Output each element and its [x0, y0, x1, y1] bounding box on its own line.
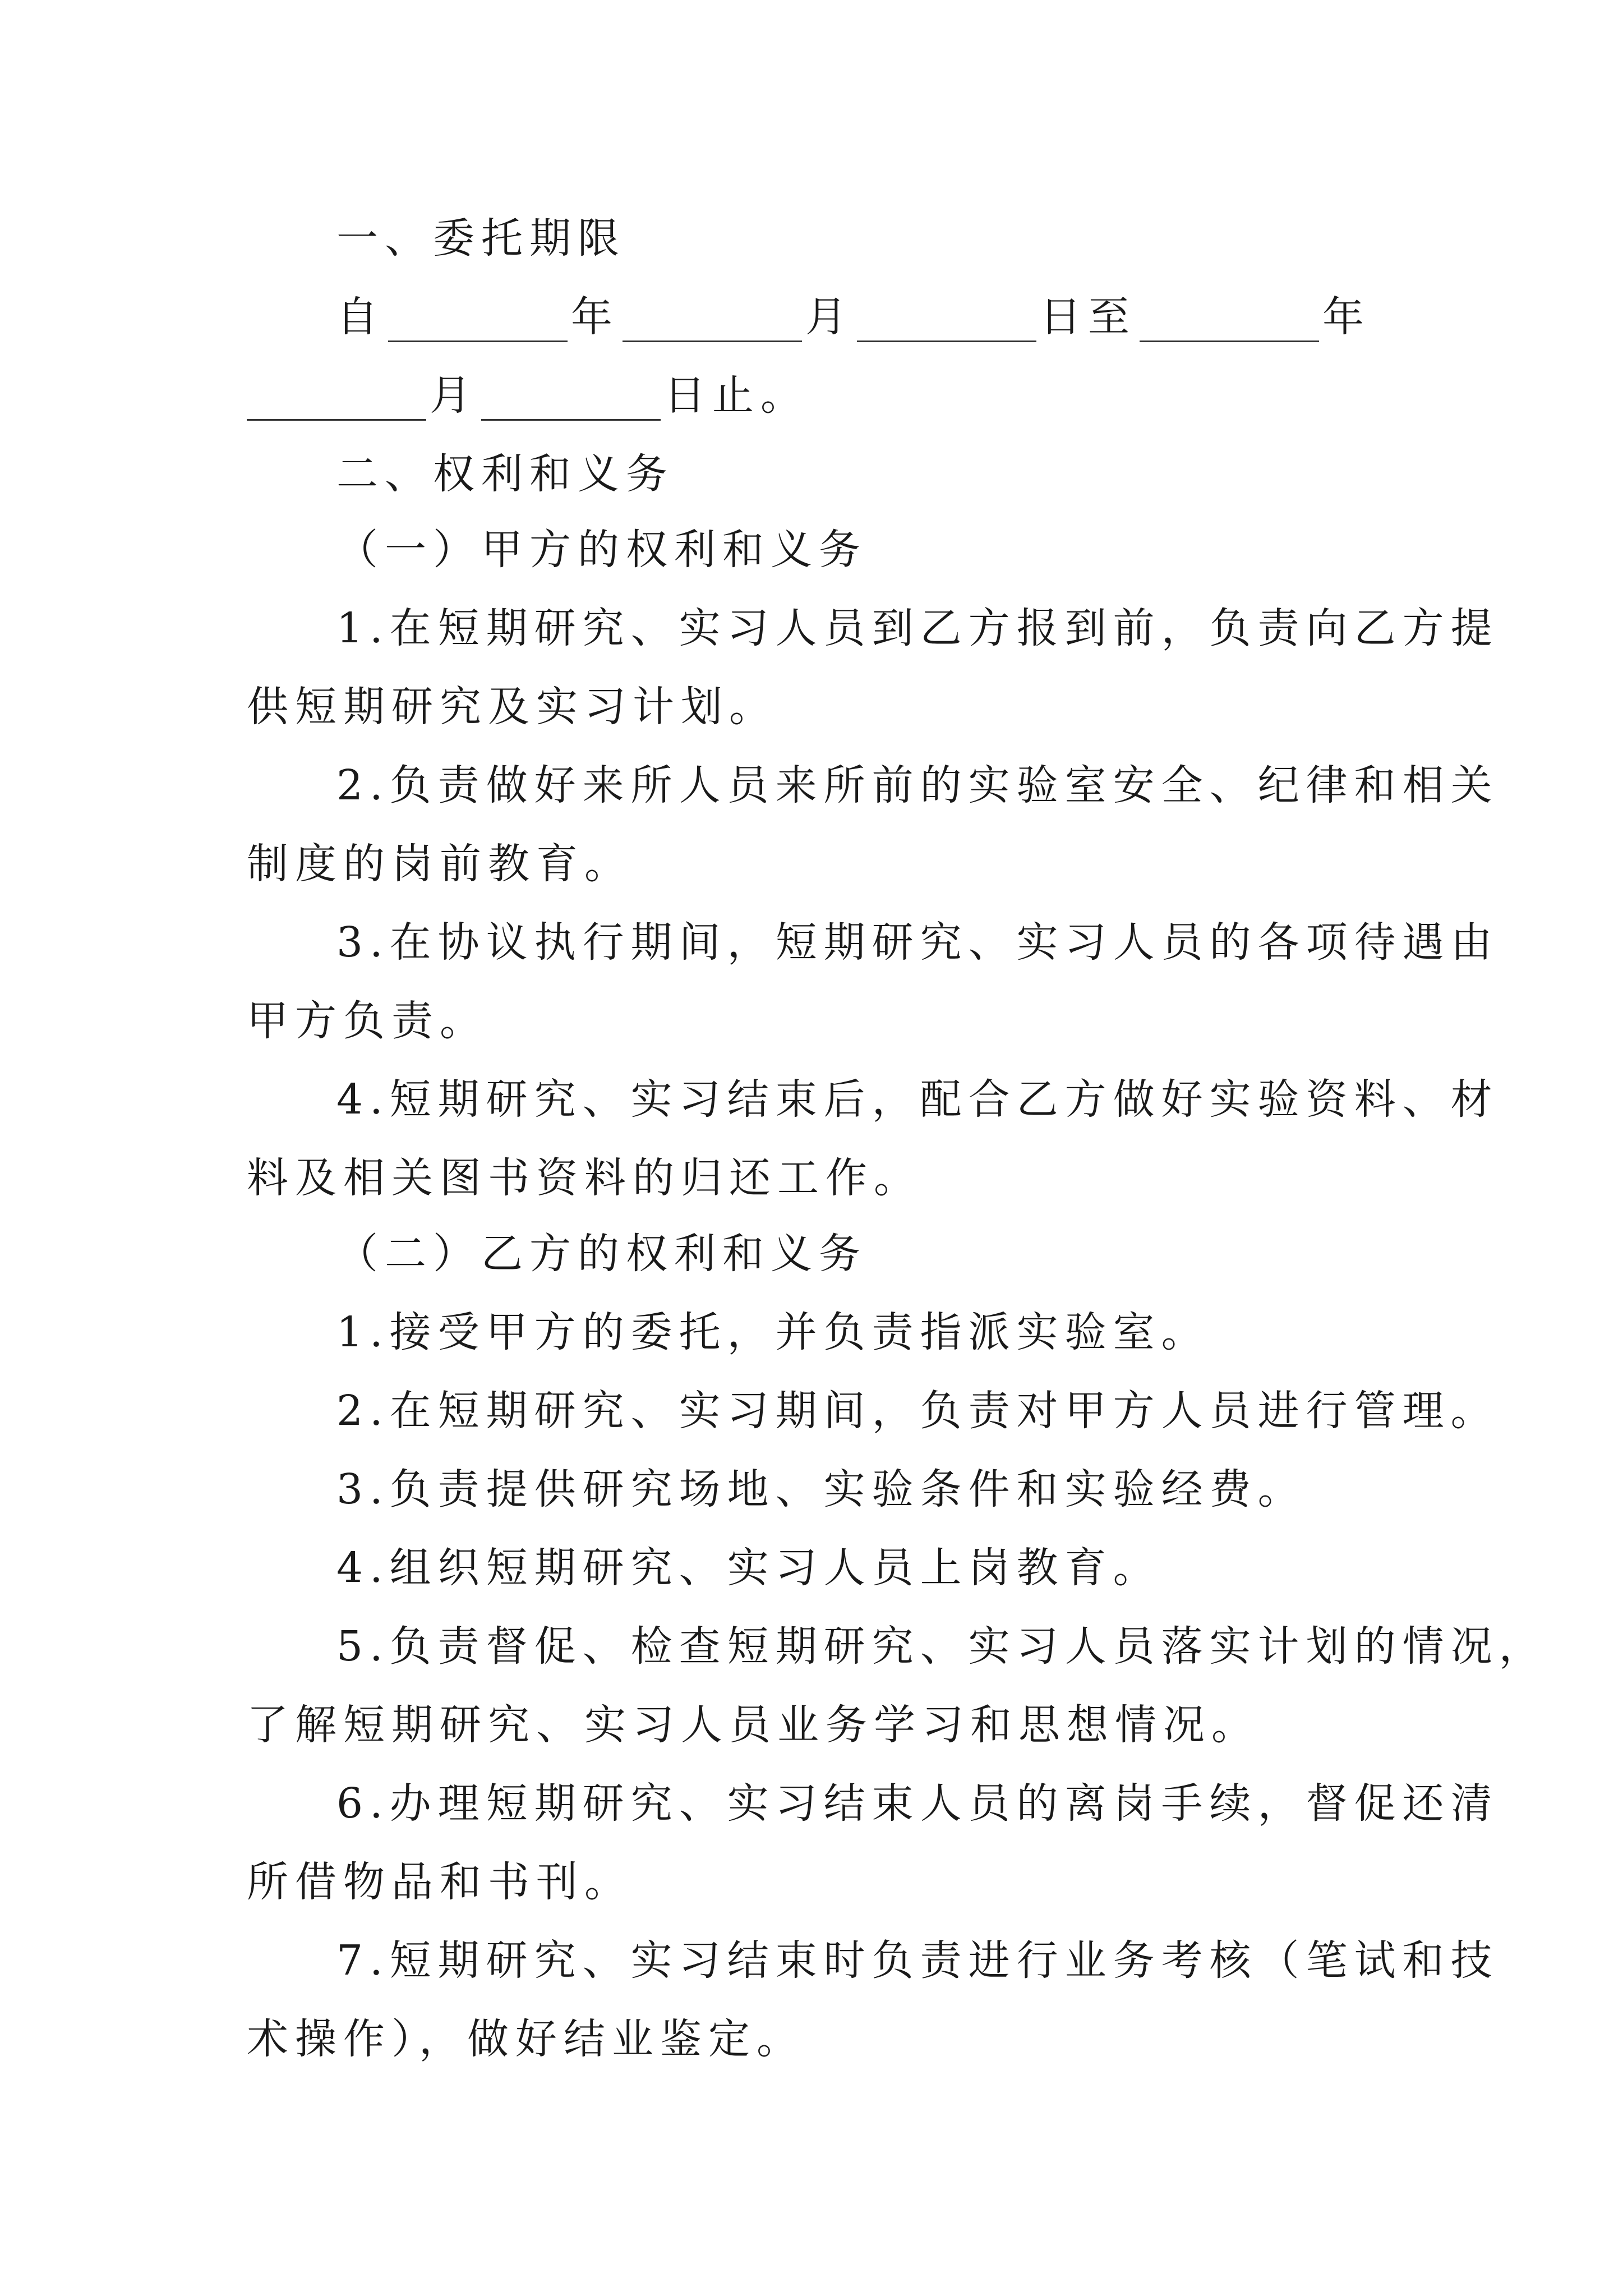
- party-b-item-6-line-2: 所借物品和书刊。: [247, 1858, 633, 1906]
- term-from: 自: [336, 293, 385, 341]
- month-start-blank[interactable]: [623, 301, 802, 342]
- term-year1: 年: [571, 293, 619, 341]
- party-b-item-2: 2.在短期研究、实习期间，负责对甲方人员进行管理。: [336, 1387, 1499, 1435]
- term-end: 日止。: [664, 371, 809, 420]
- term-day-to: 日至: [1040, 293, 1136, 341]
- term-month2: 月: [430, 371, 478, 420]
- day-end-blank[interactable]: [481, 380, 661, 421]
- party-b-heading: （二）乙方的权利和义务: [336, 1230, 867, 1278]
- party-b-item-5-line-1: 5.负责督促、检查短期研究、实习人员落实计划的情况，: [336, 1622, 1547, 1671]
- party-b-item-1: 1.接受甲方的委托，并负责指派实验室。: [336, 1308, 1210, 1356]
- party-b-item-6-line-1: 6.办理短期研究、实习结束人员的离岗手续，督促还清: [336, 1779, 1499, 1828]
- party-b-item-3: 3.负责提供研究场地、实验条件和实验经费。: [336, 1465, 1306, 1513]
- party-a-item-4-line-1: 4.短期研究、实习结束后，配合乙方做好实验资料、材: [336, 1075, 1499, 1124]
- term-year2: 年: [1322, 293, 1371, 341]
- party-a-item-3-line-1: 3.在协议执行期间，短期研究、实习人员的各项待遇由: [336, 918, 1499, 967]
- party-a-item-3-line-2: 甲方负责。: [247, 997, 488, 1045]
- party-a-item-4-line-2: 料及相关图书资料的归还工作。: [247, 1154, 922, 1202]
- section-heading-rights: 二、权利和义务: [336, 450, 674, 498]
- party-b-item-7-line-2: 术操作），做好结业鉴定。: [247, 2015, 805, 2063]
- party-a-item-1-line-2: 供短期研究及实习计划。: [247, 683, 777, 731]
- party-b-item-5-line-2: 了解短期研究、实习人员业务学习和思想情况。: [247, 1701, 1260, 1749]
- year-end-blank[interactable]: [1140, 301, 1319, 342]
- term-line-2: [247, 370, 809, 421]
- party-a-item-2-line-2: 制度的岗前教育。: [247, 840, 633, 888]
- month-end-blank[interactable]: [247, 380, 426, 421]
- year-start-blank[interactable]: [388, 301, 568, 342]
- party-b-item-4: 4.组织短期研究、实习人员上岗教育。: [336, 1544, 1161, 1592]
- party-b-item-7-line-1: 7.短期研究、实习结束时负责进行业务考核（笔试和技: [336, 1936, 1499, 1985]
- party-a-heading: （一）甲方的权利和义务: [336, 526, 867, 574]
- party-a-item-2-line-1: 2.负责做好来所人员来所前的实验室安全、纪律和相关: [336, 761, 1499, 809]
- term-month1: 月: [805, 293, 854, 341]
- party-a-item-1-line-1: 1.在短期研究、实习人员到乙方报到前，负责向乙方提: [336, 604, 1499, 652]
- section-heading-term: 一、委托期限: [336, 214, 626, 263]
- term-line-1: [336, 292, 1371, 342]
- day-start-blank[interactable]: [857, 301, 1036, 342]
